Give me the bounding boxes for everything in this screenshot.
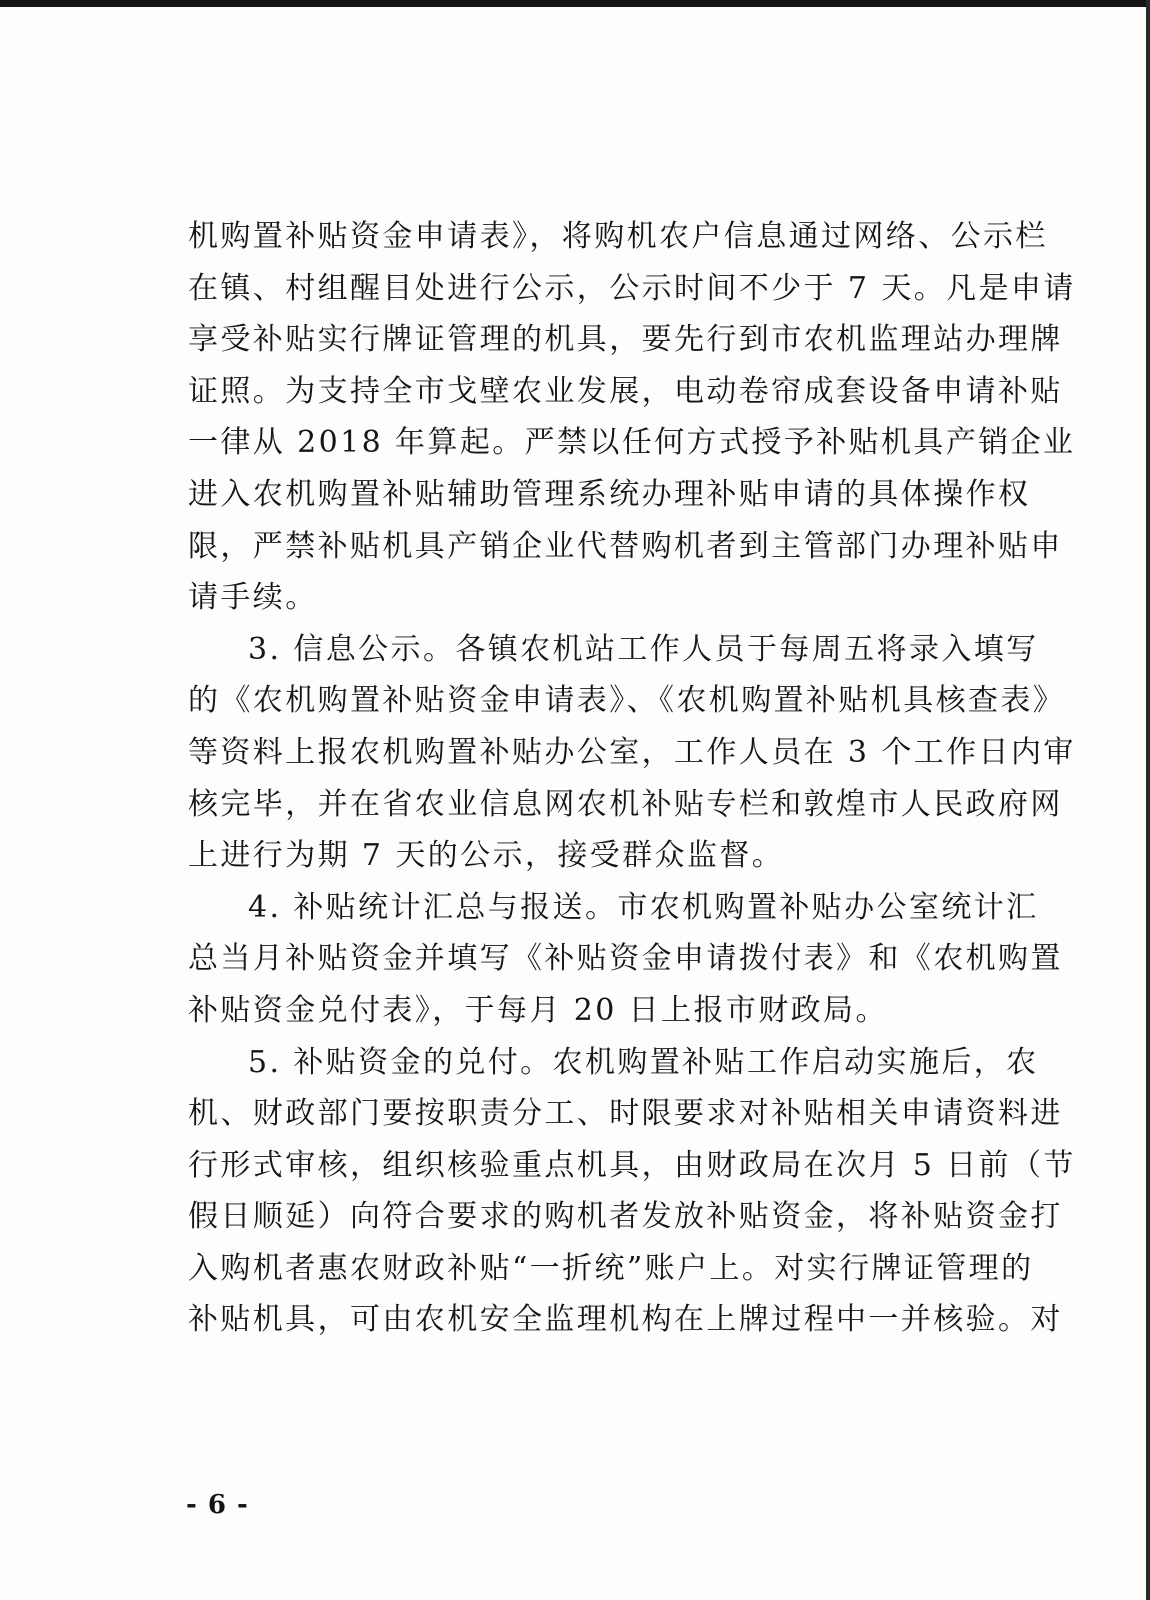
text-line: 3. 信息公示。各镇农机站工作人员于每周五将录入填写 xyxy=(248,631,1039,667)
text-line: 享受补贴实行牌证管理的机具，要先行到市农机监理站办理牌 xyxy=(188,322,1063,358)
text-line: 行形式审核，组织核验重点机具，由财政局在次月 5 日前（节 xyxy=(188,1147,1076,1183)
text-line: 补贴资金兑付表》，于每月 20 日上报市财政局。 xyxy=(188,992,888,1028)
text-line: 机购置补贴资金申请表》，将购机农户信息通过网络、公示栏 xyxy=(188,219,1048,254)
text-line: 一律从 2018 年算起。严禁以任何方式授予补贴机具产销企业 xyxy=(188,425,1076,461)
scan-top-edge xyxy=(0,0,1150,7)
text-line: 进入农机购置补贴辅助管理系统办理补贴申请的具体操作权 xyxy=(188,476,1031,512)
document-body xyxy=(188,211,1076,1346)
text-line: 入购机者惠农财政补贴“一折统”账户上。对实行牌证管理的 xyxy=(188,1250,1034,1286)
text-line: 假日顺延）向符合要求的购机者发放补贴资金，将补贴资金打 xyxy=(188,1199,1063,1235)
text-line: 请手续。 xyxy=(188,580,318,616)
text-line: 等资料上报农机购置补贴办公室，工作人员在 3 个工作日内审 xyxy=(188,734,1076,770)
text-line: 限，严禁补贴机具产销企业代替购机者到主管部门办理补贴申 xyxy=(188,528,1063,564)
text-line: 上进行为期 7 天的公示，接受群众监督。 xyxy=(188,838,785,874)
text-line: 的《农机购置补贴资金申请表》、《农机购置补贴机具核查表》 xyxy=(188,683,1066,719)
text-line: 总当月补贴资金并填写《补贴资金申请拨付表》和《农机购置 xyxy=(188,941,1063,977)
text-line: 补贴机具，可由农机安全监理机构在上牌过程中一并核验。对 xyxy=(188,1302,1063,1338)
text-line: 5. 补贴资金的兑付。农机购置补贴工作启动实施后，农 xyxy=(248,1044,1039,1080)
text-line: 核完毕，并在省农业信息网农机补贴专栏和敦煌市人民政府网 xyxy=(188,786,1063,822)
text-line: 机、财政部门要按职责分工、时限要求对补贴相关申请资料进 xyxy=(188,1096,1063,1132)
text-line: 证照。为支持全市戈壁农业发展，电动卷帘成套设备申请补贴 xyxy=(188,373,1063,409)
page-number: - 6 - xyxy=(186,1490,249,1520)
text-line: 4. 补贴统计汇总与报送。市农机购置补贴办公室统计汇 xyxy=(248,889,1039,925)
scan-side-edge xyxy=(1146,0,1150,1600)
text-line: 在镇、村组醒目处进行公示，公示时间不少于 7 天。凡是申请 xyxy=(188,270,1076,306)
